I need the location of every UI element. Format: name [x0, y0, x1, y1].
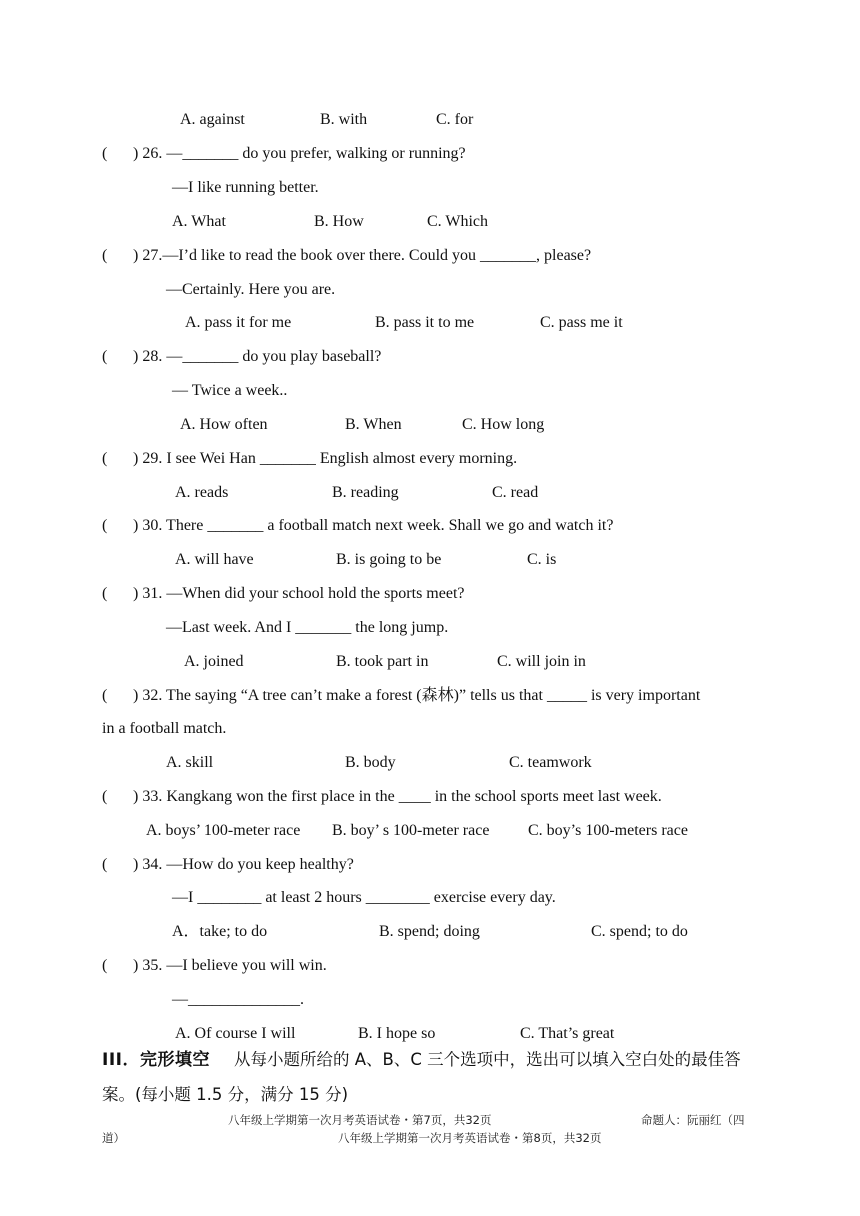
option-b: B. spend; doing	[379, 923, 480, 940]
answer-bracket: (	[102, 788, 108, 805]
option-a: A. joined	[184, 653, 244, 670]
answer-bracket: (	[102, 450, 108, 467]
option-c: C. will join in	[497, 653, 586, 670]
dialogue-reply: — Twice a week..	[172, 382, 288, 399]
option-c: C. spend; to do	[591, 923, 688, 940]
option-b: B. When	[345, 416, 402, 433]
answer-bracket: (	[102, 585, 108, 602]
footer-author-continued: 道）	[102, 1131, 125, 1145]
option-b: B. took part in	[336, 653, 429, 670]
question-stem: ) 27.—I’d like to read the book over there. Could you _______, please?	[133, 247, 592, 264]
option-c: C. boy’s 100-meters race	[528, 822, 688, 839]
answer-bracket: (	[102, 957, 108, 974]
option-b: B. with	[320, 111, 368, 128]
section-title: III．完形填空	[102, 1050, 210, 1070]
question-stem: ) 35. —I believe you will win.	[133, 957, 327, 974]
option-a: A. Of course I will	[175, 1025, 296, 1042]
option-c: C. Which	[427, 213, 489, 230]
footer-page-info: 八年级上学期第一次月考英语试卷・第7页，共32页	[228, 1113, 492, 1127]
option-a: A. against	[180, 111, 245, 128]
option-a: A. What	[172, 213, 226, 230]
option-b: B. body	[345, 754, 396, 771]
answer-bracket: (	[102, 687, 108, 704]
option-a: A. skill	[166, 754, 214, 771]
answer-bracket: (	[102, 247, 108, 264]
option-a: A. How often	[180, 416, 268, 433]
option-c: C. pass me it	[540, 314, 623, 331]
question-stem-continued: in a football match.	[102, 720, 227, 737]
option-c: C. is	[527, 551, 557, 568]
footer-author: 命题人：阮丽红（四	[641, 1113, 745, 1127]
dialogue-reply: —Certainly. Here you are.	[166, 281, 336, 298]
option-c: C. for	[436, 111, 474, 128]
answer-bracket: (	[102, 348, 108, 365]
option-c: C. That’s great	[520, 1025, 615, 1042]
question-stem: ) 33. Kangkang won the first place in the ____ in the school sports meet last week.	[133, 788, 662, 805]
section-instruction-continued: 案。(每小题 1.5 分，满分 15 分)	[102, 1085, 349, 1104]
question-stem: ) 29. I see Wei Han _______ English almost every morning.	[133, 450, 518, 467]
option-a: A. pass it for me	[185, 314, 292, 331]
answer-bracket: (	[102, 145, 108, 162]
answer-bracket: (	[102, 856, 108, 873]
footer-page-info: 八年级上学期第一次月考英语试卷・第8页，共32页	[338, 1131, 602, 1145]
option-c: C. teamwork	[509, 754, 592, 771]
dialogue-reply: —I like running better.	[172, 179, 319, 196]
dialogue-reply: —______________.	[172, 991, 304, 1008]
question-stem: ) 32. The saying “A tree can’t make a forest (森林)” tells us that _____ is very important	[133, 687, 701, 704]
option-a: A. boys’ 100-meter race	[146, 822, 301, 839]
option-a: A. reads	[175, 484, 229, 501]
answer-bracket: (	[102, 517, 108, 534]
option-a: A．take; to do	[172, 923, 268, 940]
question-stem: ) 34. —How do you keep healthy?	[133, 856, 354, 873]
dialogue-reply: —I ________ at least 2 hours ________ exercise every day.	[172, 889, 556, 906]
section-instruction: 从每小题所给的 A、B、C 三个选项中，选出可以填入空白处的最佳答	[234, 1050, 741, 1069]
option-b: B. boy’ s 100-meter race	[332, 822, 490, 839]
option-b: B. reading	[332, 484, 399, 501]
option-b: B. pass it to me	[375, 314, 475, 331]
question-stem: ) 26. —_______ do you prefer, walking or running?	[133, 145, 466, 162]
dialogue-reply: —Last week. And I _______ the long jump.	[166, 619, 449, 636]
question-stem: ) 31. —When did your school hold the sports meet?	[133, 585, 465, 602]
option-c: C. read	[492, 484, 539, 501]
question-stem: ) 28. —_______ do you play baseball?	[133, 348, 382, 365]
option-b: B. is going to be	[336, 551, 442, 568]
option-b: B. How	[314, 213, 364, 230]
option-a: A. will have	[175, 551, 254, 568]
option-b: B. I hope so	[358, 1025, 436, 1042]
option-c: C. How long	[462, 416, 545, 433]
question-stem: ) 30. There _______ a football match next week. Shall we go and watch it?	[133, 517, 614, 534]
